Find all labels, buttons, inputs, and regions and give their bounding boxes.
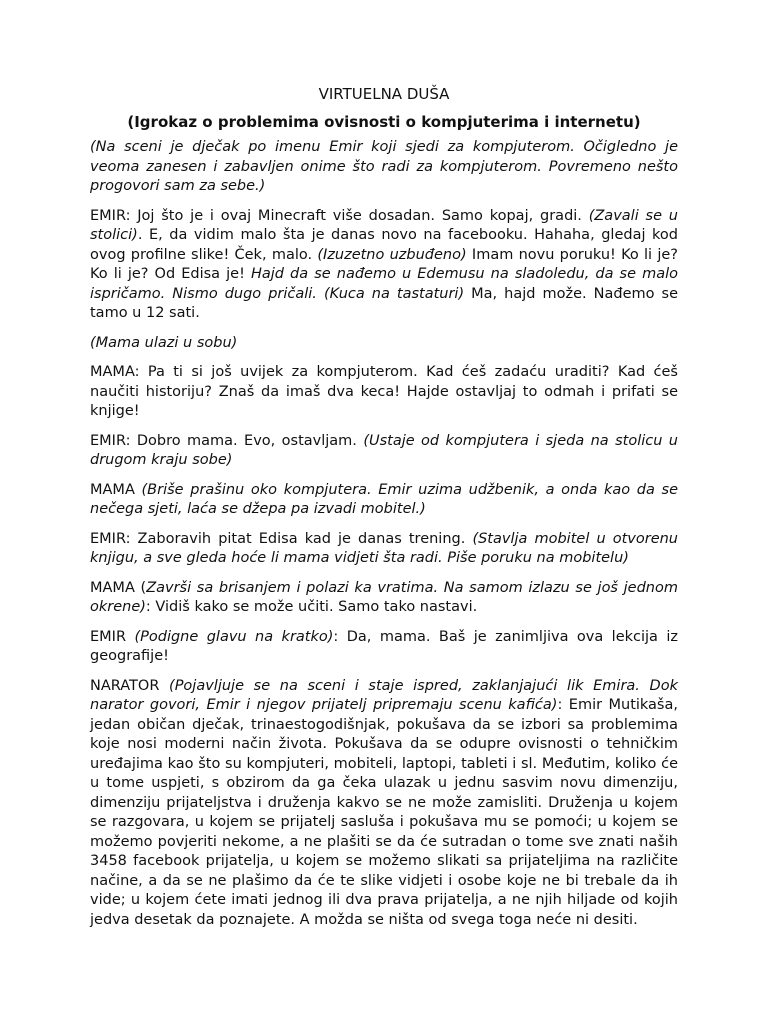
script-page xyxy=(90,84,678,940)
dialogue-text: Imam novu poruku! Ko li je? Ko li je? Od Edisa je! xyxy=(90,246,678,282)
dialogue-text: NARATOR xyxy=(90,677,170,694)
stage-direction: (Zavali se u stolici) xyxy=(90,207,678,243)
script-paragraph xyxy=(90,481,678,520)
script-body xyxy=(90,138,678,930)
dialogue-text: Ma, hajd može. Nađemo se tamo u 12 sati. xyxy=(90,285,678,321)
dialogue-text: . E, da vidim malo šta je danas novo na facebooku. Hahaha, gledaj kod ovog profilne slike! Ček, malo. xyxy=(90,227,678,263)
dialogue-text: EMIR xyxy=(90,628,135,645)
dialogue-text: : Emir Mutikaša, jedan običan dječak, trinaestogodišnjak, pokušava da se izbori sa problemima koje nosi moderni način života. Pokušava da se odupre ovisnosti o tehničkim uređajima kao što su kompjuteri, mobiteli, laptopi, tableti i sl. Međutim, koliko će u tome uspjeti, s obzirom da ga čeka ulazak u jednu sasvim novu dimenziju, dimenziju prijateljstva i druženja kakvo se ne može zamisliti. Druženja u kojem se razgovara, u kojem se prijatelj sasluša i pokušava mu se pomoći; u kojem se možemo povjeriti nekome, a ne plašiti se da će sutradan o tome sve znati naših 3458 facebook prijatelja, u kojem se možemo slikati sa prijateljima na različite načine, a da se ne plašimo da će te slike vidjeti i osobe koje ne bi trebale da ih vide; u kojem ćete imati jednog ili dva prava prijatelja, a ne njih hiljade od kojih jedva desetak da poznajete. A možda se ništa od svega toga neće ni desiti. xyxy=(90,697,678,928)
stage-direction: Završi sa brisanjem i polazi ka vratima. Na samom izlazu se još jednom okrene) xyxy=(90,579,678,615)
stage-direction: (Pojavljuje se na sceni i staje ispred, zaklanjajući lik Emira. Dok narator govori, Emir i njegov prijatelj pripremaju scenu kafića) xyxy=(90,677,678,713)
dialogue-text: EMIR: Dobro mama. Evo, ostavljam. xyxy=(90,432,364,449)
script-paragraph xyxy=(90,432,678,471)
script-paragraph xyxy=(90,363,678,422)
script-paragraph xyxy=(90,677,678,931)
script-paragraph xyxy=(90,628,678,667)
script-paragraph xyxy=(90,530,678,569)
stage-direction: Hajd da se nađemo u Edemusu na sladoledu, da se malo ispričamo. Nismo dugo pričali. (Kuca na tastaturi) xyxy=(90,266,678,302)
stage-direction: (Mama ulazi u sobu) xyxy=(90,334,238,351)
document-subtitle: (Igrokaz o problemima ovisnosti o kompjuterima i internetu) xyxy=(127,113,641,131)
stage-direction: (Na sceni je dječak po imenu Emir koji sjedi za kompjuterom. Očigledno je veoma zanesen i zabavljen onime što radi za kompjuterom. Povremeno nešto progovori sam za sebe.) xyxy=(90,139,678,194)
dialogue-text: EMIR: Zaboravih pitat Edisa kad je danas trening. xyxy=(90,530,473,547)
script-paragraph xyxy=(90,334,678,354)
dialogue-text: : Da, mama. Baš je zanimljiva ova lekcija iz geografije! xyxy=(90,628,679,664)
stage-direction: (Podigne glavu na kratko) xyxy=(134,628,334,645)
dialogue-text: MAMA: Pa ti si još uvijek za kompjuterom. Kad ćeš zadaću uraditi? Kad ćeš naučiti historiju? Znaš da imaš dva keca! Hajde ostavljaj to odmah i prifati se knjige! xyxy=(90,364,678,419)
stage-direction: (Izuzetno uzbuđeno) xyxy=(317,246,467,263)
script-paragraph xyxy=(90,207,678,324)
script-paragraph xyxy=(90,579,678,618)
stage-direction: (Stavlja mobitel u otvorenu knjigu, a sve gleda hoće li mama vidjeti šta radi. Piše poruku na mobitelu) xyxy=(90,530,678,566)
dialogue-text: : Vidiš kako se može učiti. Samo tako nastavi. xyxy=(145,599,478,615)
script-paragraph xyxy=(90,138,678,197)
stage-direction: (Ustaje od kompjutera i sjeda na stolicu u drugom kraju sobe) xyxy=(90,432,678,468)
dialogue-text: MAMA xyxy=(90,481,142,498)
dialogue-text: MAMA ( xyxy=(90,579,147,596)
document-title: VIRTUELNA DUŠA xyxy=(318,85,450,103)
dialogue-text: EMIR: Joj što je i ovaj Minecraft više dosadan. Samo kopaj, gradi. xyxy=(90,207,589,224)
stage-direction: (Briše prašinu oko kompjutera. Emir uzima udžbenik, a onda kao da se nečega sjeti, laća se džepa pa izvadi mobitel.) xyxy=(90,481,679,517)
